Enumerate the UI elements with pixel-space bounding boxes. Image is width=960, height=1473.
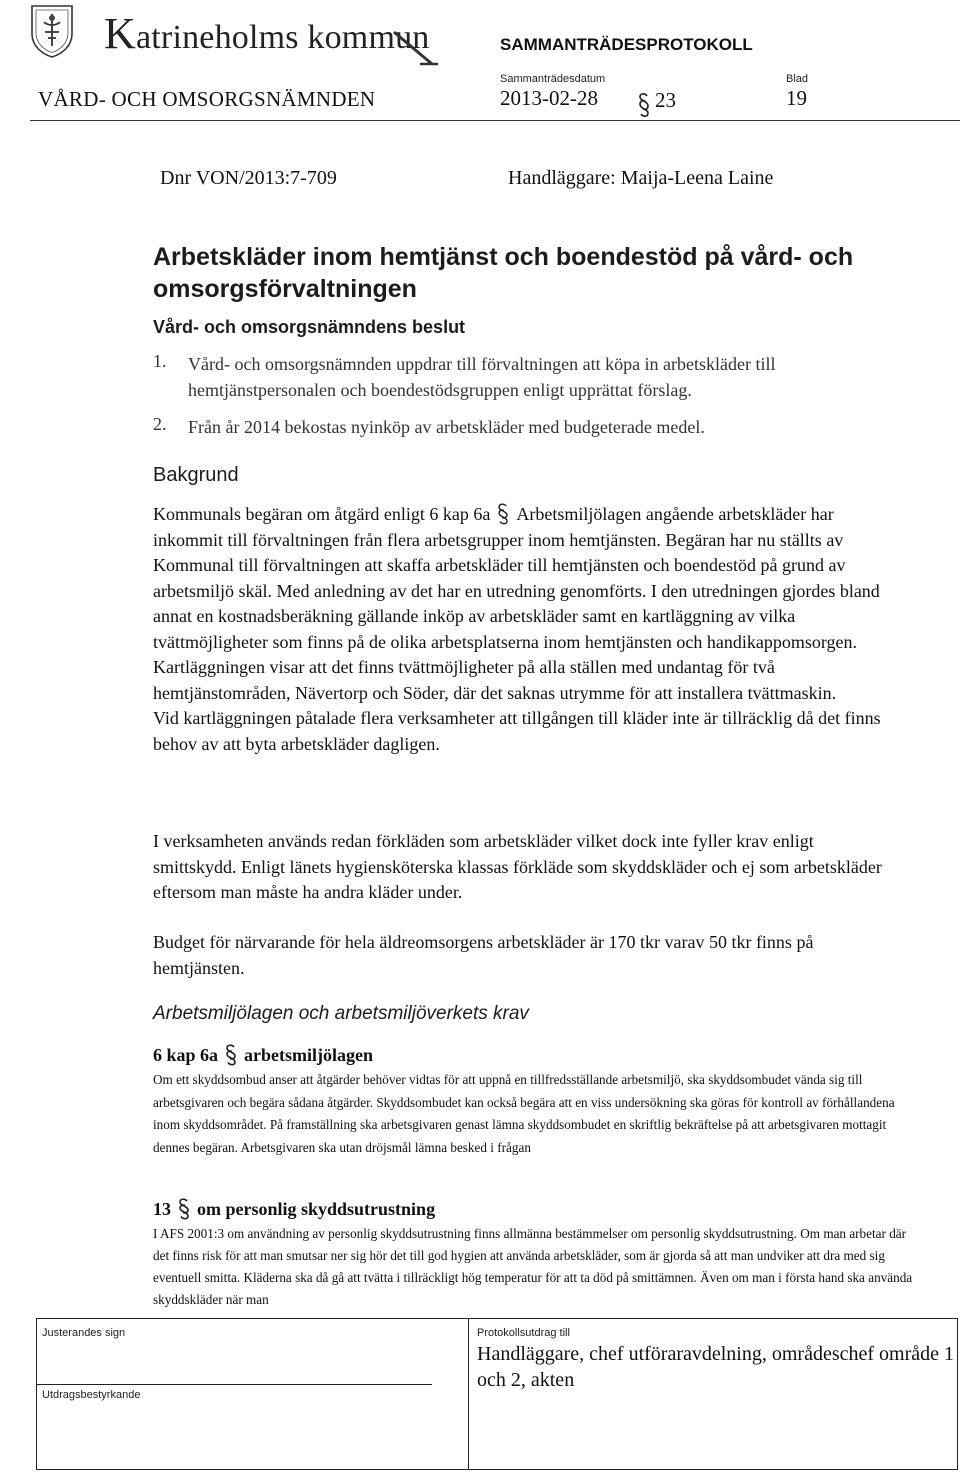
case-number: Dnr VON/2013:7-709	[160, 167, 337, 189]
background-paragraph: I verksamheten används redan förkläden som arbetskläder vilket dock inte fyller krav enligt smittskydd. Enligt länets hygiensköterska klassas förkläde som skyddskläder och ej som arbetskläder eftersom man måste ha andra kläder under.	[153, 831, 882, 902]
utdragsbestyrkande-label: Utdragsbestyrkande	[42, 1389, 141, 1401]
section-number: 23	[655, 88, 676, 112]
footer-divider	[37, 1384, 432, 1385]
signature-footer	[36, 1318, 958, 1470]
page-title: Arbetskläder inom hemtjänst och boendestöd på vård- och omsorgsförvaltningen	[153, 243, 854, 303]
meeting-date-label: Sammanträdesdatum	[500, 73, 606, 85]
decision-item-text: Från år 2014 bekostas nyinköp av arbetskläder med budgeterade medel.	[188, 417, 705, 437]
logo-swoosh-icon	[392, 30, 440, 66]
meeting-date: 2013-02-28	[500, 86, 598, 110]
municipality-name-logo: Katrineholms kommun	[104, 9, 430, 58]
decision-item-number: 1.	[153, 351, 167, 371]
decision-item-number: 2.	[153, 414, 167, 434]
background-heading: Bakgrund	[153, 464, 239, 486]
law-section-text: Om ett skyddsombud anser att åtgärder behöver vidtas för att uppnå en tillfredsställande arbetsmiljö, ska skyddsombudet vända sig till arbetsgivaren och begära sådana åtgärder. Skyddsombudet kan också begära att en viss undersökning ska göras för kontroll av förhållandena inom skyddsområdet. På framställning ska arbetsgivaren genast lämna skyddsombudet en skriftlig bekräftelse på att arbetsgivaren mottagit dennes begäran. Arbetsgivaren ska utan dröjsmål lämna besked i frågan	[153, 1072, 895, 1155]
page-number: 19	[786, 86, 807, 110]
footer-divider	[468, 1319, 469, 1469]
decision-item-text: Vård- och omsorgsnämnden uppdrar till förvaltningen att köpa in arbetskläder till hemtjänstpersonalen och boendestödsgruppen enligt upprättat förslag.	[188, 354, 776, 400]
protokollsutdrag-label: Protokollsutdrag till	[477, 1327, 570, 1339]
committee-name: VÅRD- OCH OMSORGSNÄMNDEN	[38, 87, 376, 111]
section-sign-icon	[636, 92, 652, 118]
background-paragraph: Budget för närvarande för hela äldreomsorgens arbetskläder är 170 tkr varav 50 tkr finns på hemtjänsten.	[153, 932, 814, 978]
section-sign-icon	[496, 503, 510, 525]
page-label: Blad	[786, 73, 809, 85]
decision-heading: Vård- och omsorgsnämndens beslut	[153, 317, 466, 337]
law-section-text: I AFS 2001:3 om användning av personlig skyddsutrustning finns allmänna bestämmelser om personlig skyddsutrustning. Om man arbetar där det finns risk för att man smutsar ner sig hör det till god hygien att använda arbetskläder, som är gjorda så att man undviker att dra med sig eventuell smitta. Kläderna ska då gå att tvätta i tillräckligt hög temperatur för att ta död på smittämnen. Även om man i första hand ska använda skyddskläder när man	[153, 1226, 913, 1307]
law-section-title: 6 kap 6a arbetsmiljölagen	[153, 1045, 374, 1065]
municipality-crest-logo	[30, 4, 74, 58]
protokollsutdrag-recipients: Handläggare, chef utföraravdelning, områdeschef område 1 och 2, akten	[477, 1343, 955, 1391]
section-sign-icon	[177, 1198, 191, 1220]
law-heading: Arbetsmiljölagen och arbetsmiljöverkets krav	[153, 1003, 529, 1024]
law-section-title: 13 om personlig skyddsutrustning	[153, 1199, 436, 1219]
header-divider	[30, 120, 960, 121]
section-sign-icon	[224, 1044, 238, 1066]
justerandes-sign-label: Justerandes sign	[42, 1327, 126, 1339]
case-officer: Handläggare: Maija-Leena Laine	[508, 167, 774, 189]
background-paragraph: Kommunals begäran om åtgärd enligt 6 kap 6a Arbetsmiljölagen angående arbetskläder har inkommit till förvaltningen från flera arbetsgrupper inom hemtjänsten. Begäran har nu ställts av Kommunal till förvaltningen att skaffa arbetskläder till hemtjänsten och boendestöd på grund av arbetsmiljö skäl. Med anledning av det har en utredning genomförts. I den utredningen gjordes bland annat en kostnadsberäkning gällande inköp av arbetskläder samt en kartläggning av vilka tvättmöjligheter som finns på de olika arbetsplatserna inom hemtjänsten och handikappomsorgen. Kartläggningen visar att det finns tvättmöjligheter på alla ställen med undantag för två hemtjänstområden, Nävertorp och Söder, där det saknas utrymme för att installera tvättmaskin. Vid kartläggningen påtalade flera verksamheter att tillgången till kläder inte är tillräcklig då det finns behov av att byta arbetskläder dagligen.	[153, 504, 881, 754]
document-type: SAMMANTRÄDESPROTOKOLL	[500, 35, 753, 54]
